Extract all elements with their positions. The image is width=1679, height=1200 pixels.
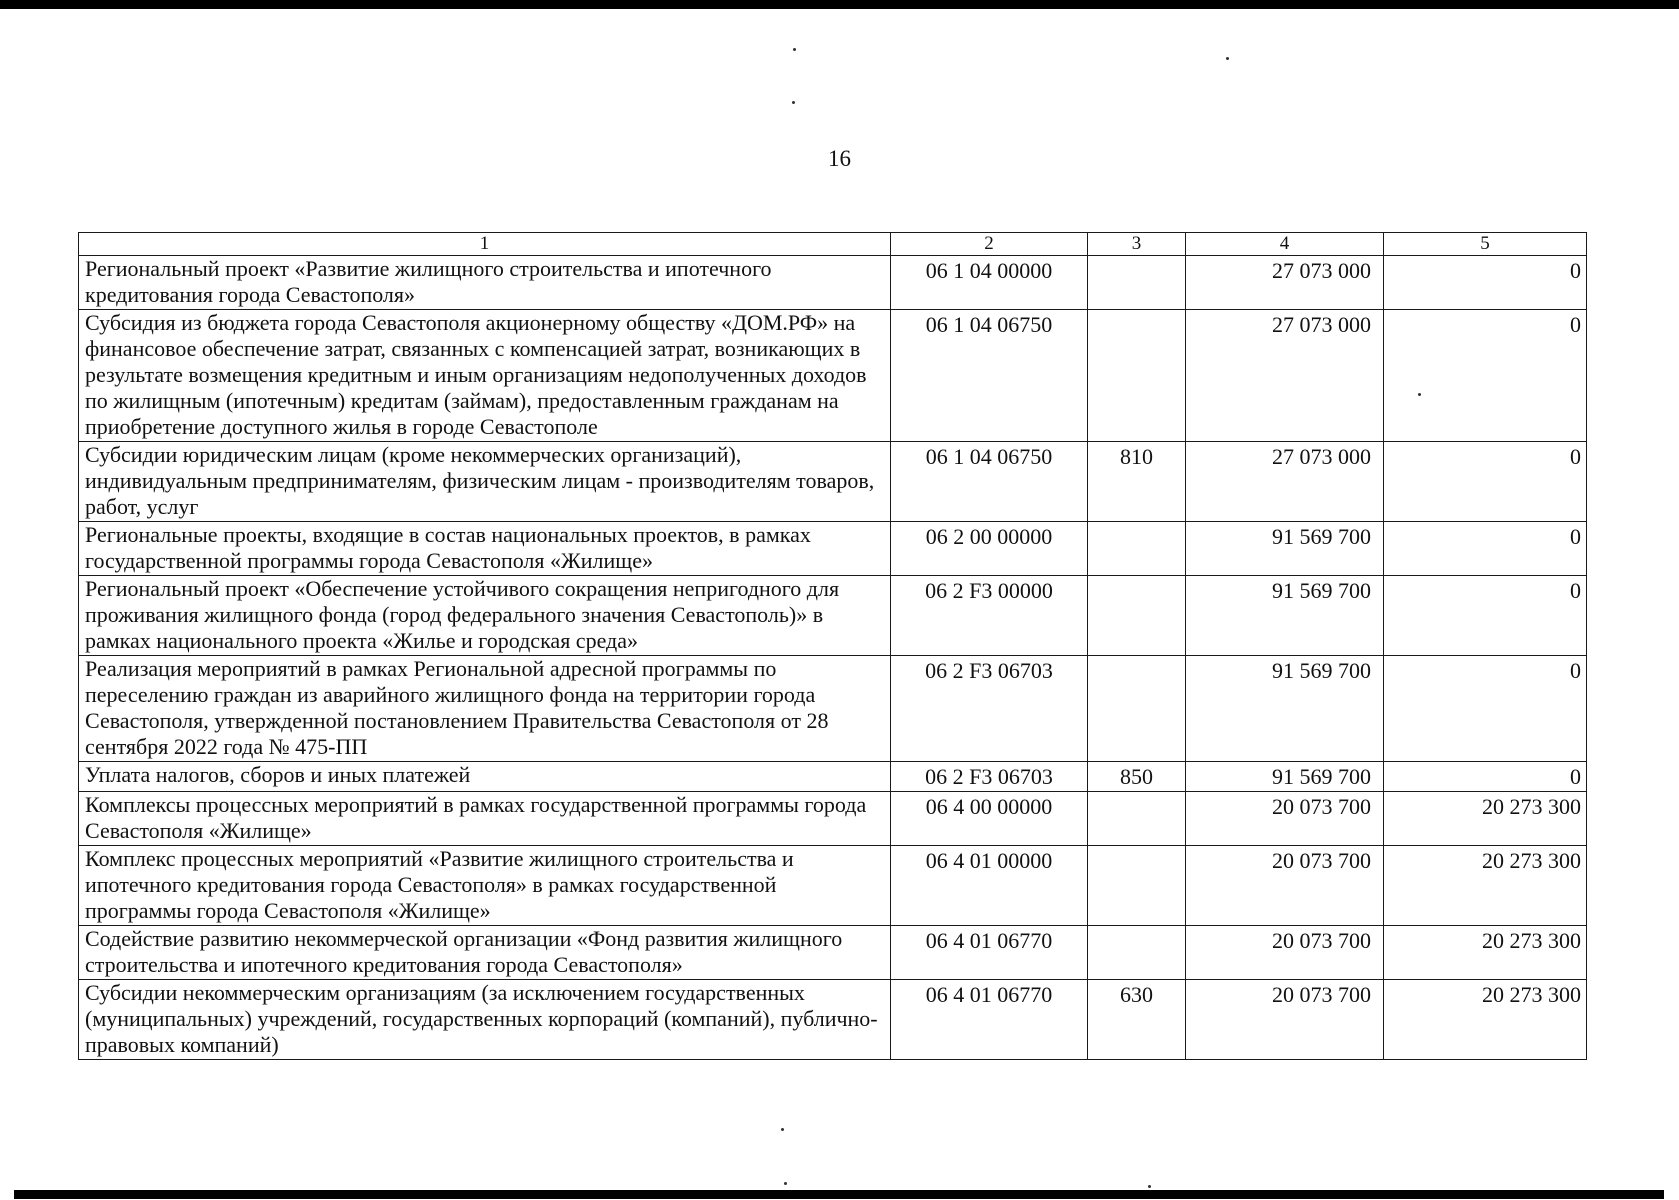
row-name-cell: Субсидии юридическим лицам (кроме некоммерческих организаций), индивидуальным предпринимателям, физическим лицам - производителям товаров, работ, услуг (79, 442, 891, 522)
row-code-cell: 06 2 F3 06703 (891, 762, 1088, 792)
page-number: 16 (828, 146, 851, 171)
row-name-cell: Реализация мероприятий в рамках Региональной адресной программы по переселению граждан из аварийного жилищного фонда на территории города Севастополя, утвержденной постановлением Правительства Севастополя от 28 сентября 2022 года № 475-ПП (79, 656, 891, 762)
row-name-cell: Субсидии некоммерческим организациям (за исключением государственных (муниципальных) учреждений, государственных корпораций (компаний), публично-правовых компаний) (79, 980, 891, 1060)
table-row (79, 442, 1587, 522)
row-sum1-cell: 20 073 700 (1186, 792, 1384, 846)
row-sum1-cell: 91 569 700 (1186, 576, 1384, 656)
table-row (79, 846, 1587, 926)
row-sum2-cell: 20 273 300 (1384, 846, 1587, 926)
row-name-cell: Уплата налогов, сборов и иных платежей (79, 762, 891, 792)
row-code-cell: 06 4 01 00000 (891, 846, 1088, 926)
scan-speck (792, 101, 795, 104)
table-row (79, 522, 1587, 576)
row-name-cell: Комплексы процессных мероприятий в рамках государственной программы города Севастополя «Жилище» (79, 792, 891, 846)
table-row (79, 792, 1587, 846)
row-sum1-cell: 27 073 000 (1186, 442, 1384, 522)
row-sum1-cell: 27 073 000 (1186, 310, 1384, 442)
row-sum1-cell: 20 073 700 (1186, 980, 1384, 1060)
row-sum1-cell: 20 073 700 (1186, 846, 1384, 926)
scan-speck (1148, 1185, 1151, 1188)
row-name-cell: Содействие развитию некоммерческой организации «Фонд развития жилищного строительства и ипотечного кредитования города Севастополя» (79, 926, 891, 980)
row-sum2-cell: 0 (1384, 656, 1587, 762)
table-row (79, 310, 1587, 442)
row-sum2-cell: 0 (1384, 522, 1587, 576)
row-vr-cell (1088, 576, 1186, 656)
header-cell-name: 1 (79, 233, 891, 256)
row-name-cell: Региональный проект «Развитие жилищного строительства и ипотечного кредитования города Севастополя» (79, 256, 891, 310)
row-vr-cell (1088, 792, 1186, 846)
row-vr-cell (1088, 522, 1186, 576)
row-name-cell: Региональные проекты, входящие в состав национальных проектов, в рамках государственной программы города Севастополя «Жилище» (79, 522, 891, 576)
table-header-row (79, 233, 1587, 256)
row-vr-cell (1088, 656, 1186, 762)
row-vr-cell: 810 (1088, 442, 1186, 522)
table-row (79, 980, 1587, 1060)
row-vr-cell: 630 (1088, 980, 1186, 1060)
row-vr-cell (1088, 926, 1186, 980)
row-sum2-cell: 0 (1384, 442, 1587, 522)
header-cell-code: 2 (891, 233, 1088, 256)
row-sum1-cell: 20 073 700 (1186, 926, 1384, 980)
scan-edge-top (0, 0, 1679, 9)
row-sum2-cell: 20 273 300 (1384, 926, 1587, 980)
row-vr-cell (1088, 256, 1186, 310)
row-sum2-cell: 20 273 300 (1384, 792, 1587, 846)
row-code-cell: 06 4 01 06770 (891, 980, 1088, 1060)
row-vr-cell (1088, 846, 1186, 926)
row-name-cell: Региональный проект «Обеспечение устойчивого сокращения непригодного для проживания жилищного фонда (город федерального значения Севастополь)» в рамках национального проекта «Жилье и городская среда» (79, 576, 891, 656)
row-sum2-cell: 0 (1384, 762, 1587, 792)
row-sum1-cell: 27 073 000 (1186, 256, 1384, 310)
scan-speck (1418, 393, 1421, 396)
row-name-cell: Комплекс процессных мероприятий «Развитие жилищного строительства и ипотечного кредитования города Севастополя» в рамках государственной программы города Севастополя «Жилище» (79, 846, 891, 926)
table-row (79, 926, 1587, 980)
row-vr-cell (1088, 310, 1186, 442)
row-code-cell: 06 1 04 00000 (891, 256, 1088, 310)
row-code-cell: 06 1 04 06750 (891, 310, 1088, 442)
row-code-cell: 06 4 01 06770 (891, 926, 1088, 980)
table-row (79, 762, 1587, 792)
scan-speck (1226, 57, 1229, 60)
row-sum2-cell: 0 (1384, 310, 1587, 442)
row-sum1-cell: 91 569 700 (1186, 522, 1384, 576)
row-sum2-cell: 0 (1384, 256, 1587, 310)
row-vr-cell: 850 (1088, 762, 1186, 792)
row-sum1-cell: 91 569 700 (1186, 762, 1384, 792)
row-name-cell: Субсидия из бюджета города Севастополя акционерному обществу «ДОМ.РФ» на финансовое обеспечение затрат, связанных с компенсацией затрат, возникающих в результате возмещения кредитным и иным организациям недополученных доходов по жилищным (ипотечным) кредитам (займам), предоставленным гражданам на приобретение доступного жилья в городе Севастополе (79, 310, 891, 442)
scan-edge-bottom (14, 1190, 1664, 1199)
scan-speck (793, 48, 796, 51)
row-code-cell: 06 2 F3 00000 (891, 576, 1088, 656)
table-row (79, 656, 1587, 762)
table-row (79, 256, 1587, 310)
header-cell-sum2: 5 (1384, 233, 1587, 256)
row-code-cell: 06 1 04 06750 (891, 442, 1088, 522)
row-code-cell: 06 2 F3 06703 (891, 656, 1088, 762)
header-cell-sum1: 4 (1186, 233, 1384, 256)
scan-speck (784, 1182, 787, 1185)
row-sum2-cell: 20 273 300 (1384, 980, 1587, 1060)
scan-speck (781, 1128, 784, 1131)
row-code-cell: 06 2 00 00000 (891, 522, 1088, 576)
row-sum1-cell: 91 569 700 (1186, 656, 1384, 762)
row-sum2-cell: 0 (1384, 576, 1587, 656)
row-code-cell: 06 4 00 00000 (891, 792, 1088, 846)
budget-table (78, 232, 1587, 1060)
table-row (79, 576, 1587, 656)
header-cell-vr: 3 (1088, 233, 1186, 256)
